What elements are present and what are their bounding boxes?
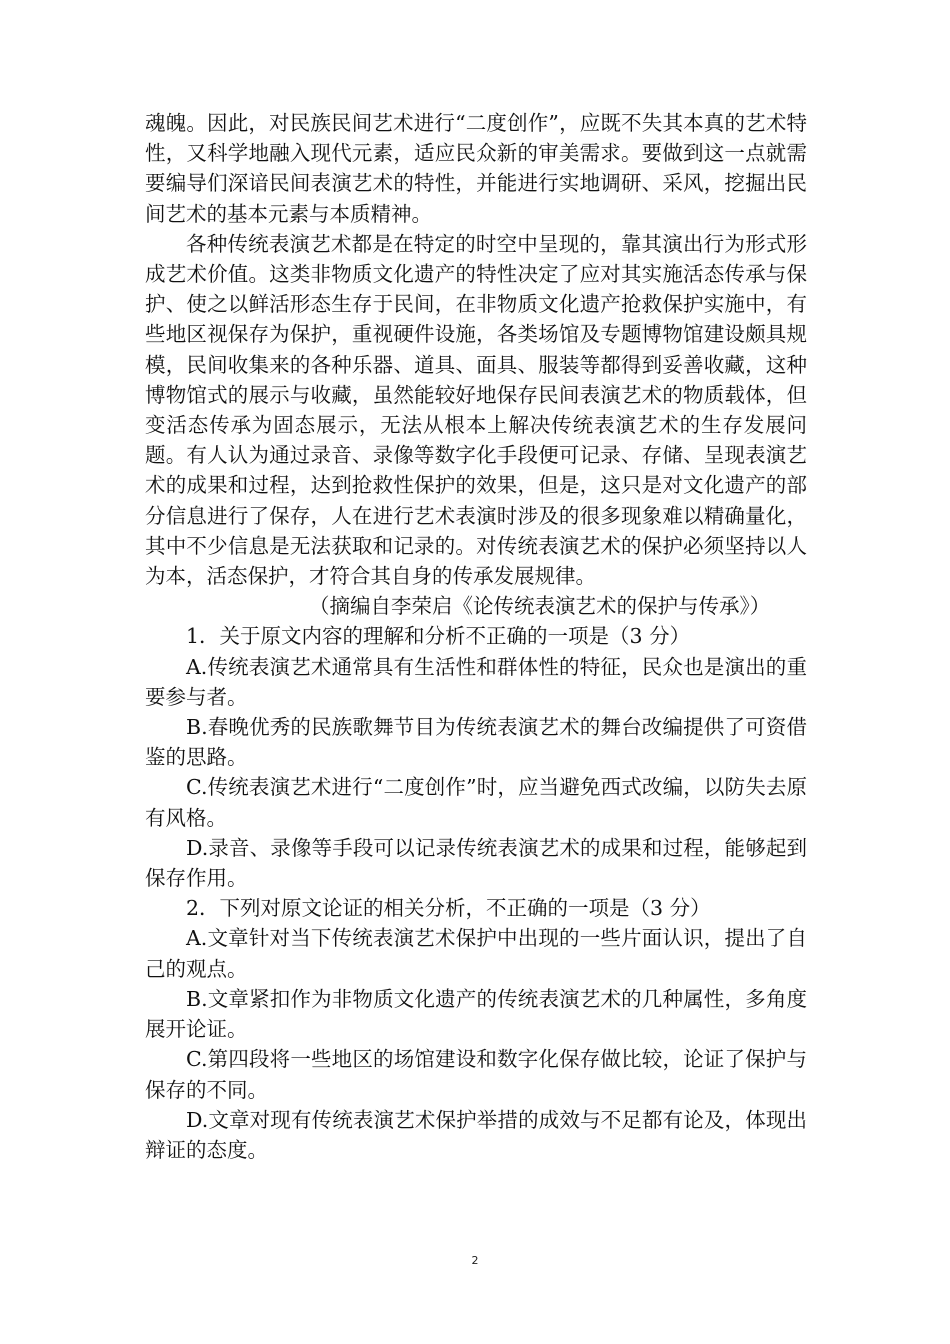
option-a: A.文章针对当下传统表演艺术保护中出现的一些片面认识，提出了自己的观点。 [145,926,807,981]
option-b: B.春晚优秀的民族歌舞节目为传统表演艺术的舞台改编提供了可资借鉴的思路。 [145,715,807,770]
question-stem: 1．关于原文内容的理解和分析不正确的一项是（3 分） [186,624,691,649]
option-a: A.传统表演艺术通常具有生活性和群体性的特征，民众也是演出的重要参与者。 [145,654,807,709]
question-stem: 2．下列对原文论证的相关分析，不正确的一项是（3 分） [186,896,711,921]
paragraph-living-heritage: 各种传统表演艺术都是在特定的时空中呈现的，靠其演出行为形式形成艺术价值。这类非物质文化遗产的特性决定了应对其实施活态传承与保护、使之以鲜活形态生存于民间，在非物质文化遗产抢救保护实施中，有些地区视保存为保护，重视硬件设施，各类场馆及专题博物馆建设颇具规模，民间收集来的各种乐器、道具、面具、服装等都得到妥善收藏，这种博物馆式的展示与收藏，虽然能较好地保存民间表演艺术的物质载体，但变活态传承为固态展示，无法从根本上解决传统表演艺术的生存发展问题。有人认为通过录音、录像等数字化手段便可记录、存储、呈现表演艺术的成果和过程，达到抢救性保护的效果，但是，这只是对文化遗产的部分信息进行了保存，人在进行艺术表演时涉及的很多现象难以精确量化，其中不少信息是无法获取和记录的。对传统表演艺术的保护必须坚持以人为本，活态保护，才符合其自身的传承发展规律。 [145,231,807,589]
option-c: C.传统表演艺术进行“二度创作”时，应当避免西式改编，以防失去原有风格。 [145,775,807,830]
question-1 [145,621,807,893]
option-d: D.文章对现有传统表演艺术保护举措的成效与不足都有论及，体现出辩证的态度。 [145,1107,807,1162]
page-number: 2 [471,1254,479,1267]
option-b: B.文章紧扣作为非物质文化遗产的传统表演艺术的几种属性，多角度展开论证。 [145,986,807,1042]
option-c: C.第四段将一些地区的场馆建设和数字化保存做比较，论证了保护与保存的不同。 [145,1047,807,1102]
option-d: D.录音、录像等手段可以记录传统表演艺术的成果和过程，能够起到保存作用。 [145,835,807,891]
document-page [145,108,807,1165]
paragraph-continuation: 魂魄。因此，对民族民间艺术进行“二度创作”，应既不失其本真的艺术特性，又科学地融入现代元素，适应民众新的审美需求。要做到这一点就需要编导们深谙民间表演艺术的特性，并能进行实地调研、采风，挖掘出民间艺术的基本元素与本质精神。 [145,111,807,226]
question-2 [145,893,807,1165]
source-citation: （摘编自李荣启《论传统表演艺术的保护与传承》） [309,594,771,619]
